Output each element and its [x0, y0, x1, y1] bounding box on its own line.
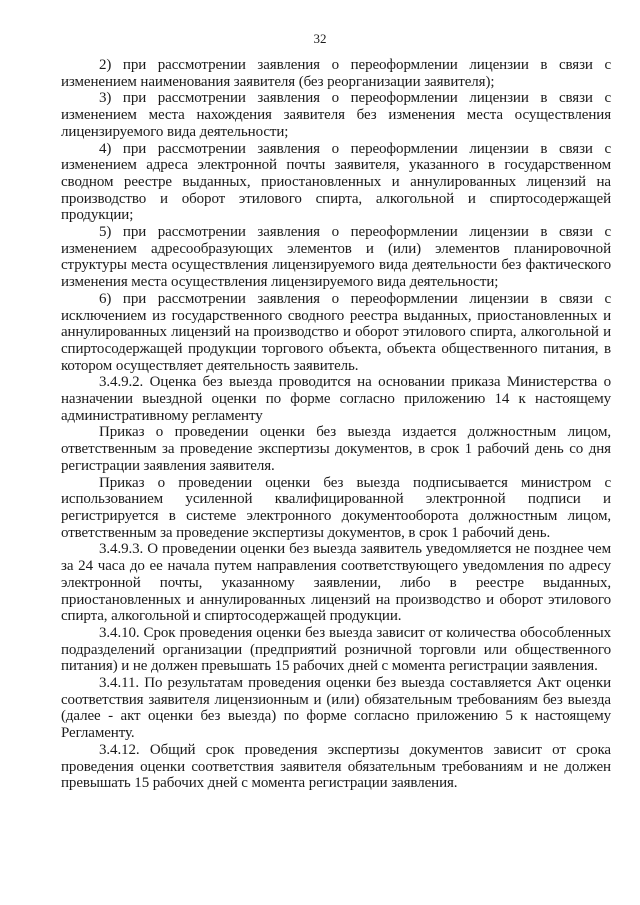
paragraph-item-5: 5) при рассмотрении заявления о переоформлении лицензии в связи с изменением адресообразующих элементов и (или) элементов планировочной структуры места осуществления лицензируемого вида деятельности без фактического изменения места осуществления лицензируемого вида деятельности; — [61, 224, 611, 291]
paragraph-item-4: 4) при рассмотрении заявления о переоформлении лицензии в связи с изменением адреса электронной почты заявителя, указанного в государственном сводном реестре выданных, приостановленных и аннулированных лицензий на производство и оборот этилового спирта, алкогольной и спиртосодержащей продукции; — [61, 140, 611, 224]
paragraph-3-4-9-2: 3.4.9.2. Оценка без выезда проводится на основании приказа Министерства о назначении выездной оценки по форме согласно приложению 14 к настоящему административному регламенту — [61, 374, 611, 424]
paragraph-order-issued: Приказ о проведении оценки без выезда издается должностным лицом, ответственным за проведение экспертизы документов, в срок 1 рабочий день со дня регистрации заявления заявителя. — [61, 424, 611, 474]
paragraph-3-4-10: 3.4.10. Срок проведения оценки без выезда зависит от количества обособленных подразделений организации (предприятий розничной торговли или общественного питания) и не должен превышать 15 рабочих дней с момента регистрации заявления. — [61, 624, 611, 675]
document-body — [61, 57, 611, 792]
paragraph-3-4-11: 3.4.11. По результатам проведения оценки без выезда составляется Акт оценки соответствия заявителя лицензионным и (или) обязательным требованиям без выезда (далее - акт оценки без выезда) по форме согласно приложению 5 к настоящему Регламенту. — [61, 675, 611, 742]
paragraph-3-4-9-3: 3.4.9.3. О проведении оценки без выезда заявитель уведомляется не позднее чем за 24 часа до ее начала путем направления соответствующего уведомления по адресу электронной почты, указанному заявлении, либо в реестре выданных, приостановленных и аннулированных лицензий на производство и оборот этилового спирта, алкогольной и спиртосодержащей продукции. — [61, 541, 611, 625]
paragraph-order-signed: Приказ о проведении оценки без выезда подписывается министром с использованием усиленной квалифицированной электронной подписи и регистрируется в системе электронного документооборота должностным лицом, ответственным за проведение экспертизы документов, в срок 1 рабочий день. — [61, 474, 611, 541]
paragraph-3-4-12: 3.4.12. Общий срок проведения экспертизы документов зависит от срока проведения оценки соответствия заявителя обязательным требованиям и не должен превышать 15 рабочих дней с момента регистрации заявления. — [61, 741, 611, 792]
paragraph-item-2: 2) при рассмотрении заявления о переоформлении лицензии в связи с изменением наименования заявителя (без реорганизации заявителя); — [61, 57, 611, 90]
paragraph-item-3: 3) при рассмотрении заявления о переоформлении лицензии в связи с изменением места нахождения заявителя без изменения места осуществления лицензируемого вида деятельности; — [61, 90, 611, 140]
paragraph-item-6: 6) при рассмотрении заявления о переоформлении лицензии в связи с исключением из государственного сводного реестра выданных, приостановленных и аннулированных лицензий на производство и оборот этилового спирта, алкогольной и спиртосодержащей продукции торгового объекта, объекта общественного питания, в котором осуществляет деятельность заявитель. — [61, 290, 611, 374]
page-number: 32 — [313, 31, 327, 46]
